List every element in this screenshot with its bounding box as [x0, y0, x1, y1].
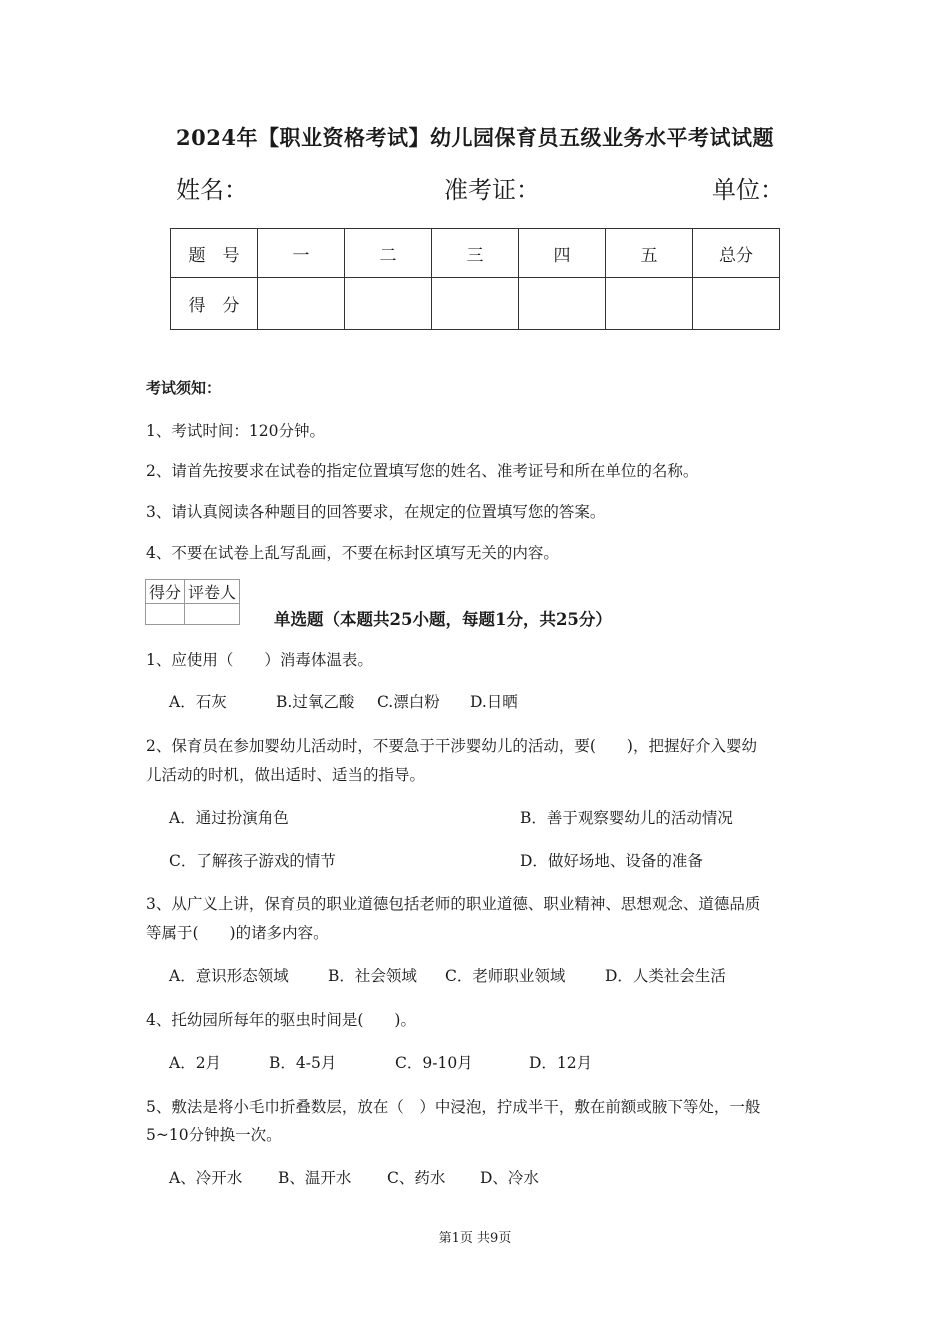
option-text[interactable]: C．了解孩子游戏的情节: [169, 852, 336, 870]
grader-reviewer-label: 评卷人: [185, 580, 240, 604]
option-text[interactable]: C.漂白粉: [377, 693, 440, 711]
section-heading: 单选题（本题共25小题，每题1分，共25分）: [274, 610, 612, 629]
option-text[interactable]: B．社会领域: [328, 967, 417, 985]
option-text[interactable]: A、冷开水: [169, 1169, 243, 1187]
score-table-header-cell: 三: [432, 229, 519, 278]
option-text[interactable]: B．善于观察婴幼儿的活动情况: [520, 809, 733, 827]
score-table-header-cell: 题 号: [171, 229, 258, 278]
option-text[interactable]: A．通过扮演角色: [169, 809, 289, 827]
option-text[interactable]: D、冷水: [480, 1169, 539, 1187]
option-text[interactable]: B、温开水: [278, 1169, 352, 1187]
score-table: [170, 228, 780, 330]
score-input-cell[interactable]: [432, 278, 519, 330]
option-text[interactable]: A．意识形态领域: [169, 967, 289, 985]
option-text[interactable]: C、药水: [387, 1169, 446, 1187]
score-input-cell[interactable]: [606, 278, 693, 330]
score-row-label: 得 分: [171, 278, 258, 330]
grader-box: [145, 579, 240, 625]
grader-reviewer-cell[interactable]: [185, 604, 240, 625]
exam-number-field-label: 准考证：: [444, 176, 540, 204]
score-table-score-row: [171, 278, 780, 330]
option-text[interactable]: B.过氧乙酸: [276, 693, 355, 711]
question-stem: 3、从广义上讲，保育员的职业道德包括老师的职业道德、职业精神、思想观念、道德品质: [146, 895, 761, 913]
score-input-cell[interactable]: [258, 278, 345, 330]
score-input-cell[interactable]: [345, 278, 432, 330]
question-stem: 2、保育员在参加婴幼儿活动时，不要急于干涉婴幼儿的活动，要( )，把握好介入婴幼: [146, 737, 757, 755]
notice-heading: 考试须知：: [146, 379, 222, 397]
question-stem: 儿活动的时机，做出适时、适当的指导。: [146, 766, 426, 784]
notice-item: 3、请认真阅读各种题目的回答要求，在规定的位置填写您的答案。: [146, 503, 606, 521]
notice-item: 1、考试时间：120分钟。: [146, 422, 325, 440]
exam-title: 2024年【职业资格考试】幼儿园保育员五级业务水平考试试题: [176, 125, 774, 150]
score-table-header-cell: 二: [345, 229, 432, 278]
option-text[interactable]: B．4-5月: [269, 1054, 337, 1072]
notice-item: 4、不要在试卷上乱写乱画，不要在标封区填写无关的内容。: [146, 544, 559, 562]
score-table-header-cell: 总分: [693, 229, 780, 278]
score-table-header-row: [171, 229, 780, 278]
option-text[interactable]: A．2月: [169, 1054, 222, 1072]
option-text[interactable]: A．石灰: [169, 693, 227, 711]
question-stem: 1、应使用（ ）消毒体温表。: [146, 651, 373, 669]
option-text[interactable]: C．老师职业领域: [445, 967, 566, 985]
name-field-label: 姓名：: [176, 176, 248, 204]
option-text[interactable]: D．人类社会生活: [605, 967, 726, 985]
score-input-cell[interactable]: [519, 278, 606, 330]
score-table-header-cell: 四: [519, 229, 606, 278]
option-text[interactable]: D．做好场地、设备的准备: [520, 852, 703, 870]
option-text[interactable]: D．12月: [529, 1054, 593, 1072]
score-input-cell[interactable]: [693, 278, 780, 330]
grader-score-cell[interactable]: [146, 604, 185, 625]
question-stem: 5~10分钟换一次。: [146, 1126, 282, 1144]
score-table-header-cell: 一: [258, 229, 345, 278]
notice-item: 2、请首先按要求在试卷的指定位置填写您的姓名、准考证号和所在单位的名称。: [146, 462, 699, 480]
page-number-footer: 第1页 共9页: [438, 1231, 512, 1246]
question-stem: 5、敷法是将小毛巾折叠数层，放在（ ）中浸泡，拧成半干，敷在前额或腋下等处，一般: [146, 1098, 761, 1116]
option-text[interactable]: C．9-10月: [395, 1054, 473, 1072]
unit-field-label: 单位：: [712, 176, 784, 204]
score-table-header-cell: 五: [606, 229, 693, 278]
question-stem: 4、托幼园所每年的驱虫时间是( )。: [146, 1011, 416, 1029]
option-text[interactable]: D.日晒: [470, 693, 518, 711]
grader-score-label: 得分: [146, 580, 185, 604]
question-stem: 等属于( )的诸多内容。: [146, 924, 329, 942]
